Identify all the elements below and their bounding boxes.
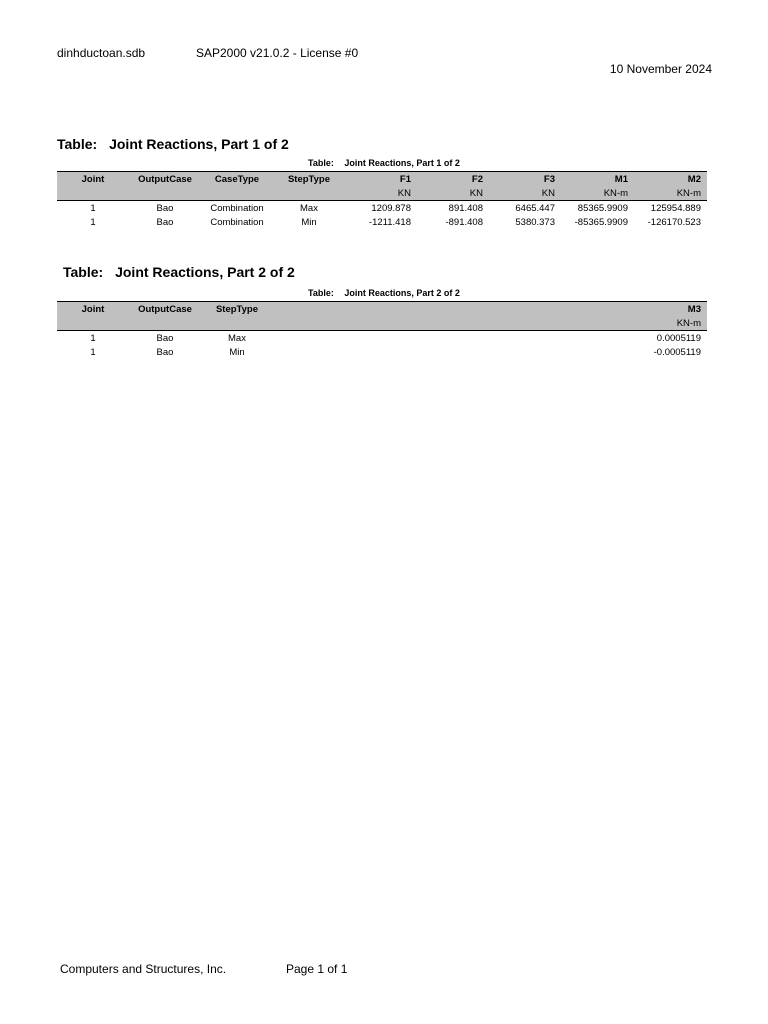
table-cell: Bao [156, 202, 174, 214]
table-row [57, 215, 707, 229]
footer-page-number: Page 1 of 1 [286, 962, 348, 976]
table2-unit-outputcase [129, 316, 201, 331]
table-cell: -85365.9909 [574, 216, 628, 228]
table-cell: Bao [156, 332, 174, 344]
table1-col-casetype: CaseType [201, 172, 273, 187]
table-cell: Combination [210, 202, 264, 214]
table-cell: 6465.447 [515, 202, 555, 214]
table1-col-m1: M1 [561, 172, 634, 187]
table2-heading [63, 264, 295, 280]
table1-col-joint: Joint [57, 172, 129, 187]
table1-unit-steptype [273, 186, 345, 201]
header-program-info: SAP2000 v21.0.2 - License #0 [196, 46, 359, 60]
table-cell: -1211.418 [368, 216, 411, 228]
table1-col-outputcase: OutputCase [129, 172, 201, 187]
table-cell: Bao [156, 216, 174, 228]
table-row [57, 331, 707, 346]
table1-joint-reactions [57, 171, 707, 229]
footer-company: Computers and Structures, Inc. [60, 962, 227, 976]
table1-heading-text: Joint Reactions, Part 1 of 2 [109, 136, 289, 152]
table1-units-row [57, 186, 707, 201]
table1-caption [0, 158, 768, 168]
table2-unit-joint [57, 316, 129, 331]
table-cell: Min [229, 346, 245, 358]
table2-col-m3: M3 [273, 302, 707, 317]
table2-unit-m3: KN-m [273, 316, 707, 331]
table-row [57, 201, 707, 216]
table-cell: 891.408 [448, 202, 483, 214]
table-row [57, 345, 707, 359]
table-cell: Combination [210, 216, 264, 228]
table1-heading-label: Table: [57, 136, 98, 152]
table1-unit-m2: KN-m [634, 186, 707, 201]
table1-unit-outputcase [129, 186, 201, 201]
table-cell: 125954.889 [650, 202, 701, 214]
table-cell: 1 [90, 346, 96, 358]
table2-col-joint: Joint [57, 302, 129, 317]
table2-col-steptype: StepType [201, 302, 273, 317]
table1-unit-f3: KN [489, 186, 561, 201]
table1-heading [57, 136, 289, 152]
table-cell: Min [301, 216, 317, 228]
table2-caption-label: Table: [308, 288, 334, 298]
table1-col-steptype: StepType [273, 172, 345, 187]
table1-col-f2: F2 [417, 172, 489, 187]
header-file-name: dinhductoan.sdb [57, 46, 146, 60]
table1-caption-label: Table: [308, 158, 334, 168]
table2-col-outputcase: OutputCase [129, 302, 201, 317]
table-cell: Bao [156, 346, 174, 358]
table-cell: 0.0005119 [656, 332, 701, 344]
table-cell: 5380.373 [515, 216, 555, 228]
table-cell: -0.0005119 [653, 346, 701, 358]
table1-header-row [57, 172, 707, 187]
table2-units-row [57, 316, 707, 331]
table-cell: 85365.9909 [577, 202, 628, 214]
table2-joint-reactions [57, 301, 707, 359]
header-date: 10 November 2024 [609, 62, 712, 76]
table-cell: 1 [90, 332, 96, 344]
table1-unit-f2: KN [417, 186, 489, 201]
table2-caption [0, 288, 768, 298]
table-cell: Max [300, 202, 318, 214]
table1-col-f1: F1 [345, 172, 417, 187]
table1-unit-joint [57, 186, 129, 201]
table1-unit-f1: KN [345, 186, 417, 201]
table-cell: 1 [90, 202, 96, 214]
table2-header-row [57, 302, 707, 317]
table2-heading-label: Table: [63, 264, 104, 280]
table-cell: 1 [90, 216, 96, 228]
table1-unit-m1: KN-m [561, 186, 634, 201]
table2-heading-text: Joint Reactions, Part 2 of 2 [115, 264, 295, 280]
table2-caption-text: Joint Reactions, Part 2 of 2 [344, 288, 460, 298]
table1-unit-casetype [201, 186, 273, 201]
table2-unit-steptype [201, 316, 273, 331]
table-cell: Max [228, 332, 246, 344]
table1-caption-text: Joint Reactions, Part 1 of 2 [344, 158, 460, 168]
table-cell: -891.408 [445, 216, 483, 228]
table1-col-m2: M2 [634, 172, 707, 187]
table-cell: 1209.878 [371, 202, 411, 214]
table-cell: -126170.523 [647, 216, 701, 228]
table1-col-f3: F3 [489, 172, 561, 187]
